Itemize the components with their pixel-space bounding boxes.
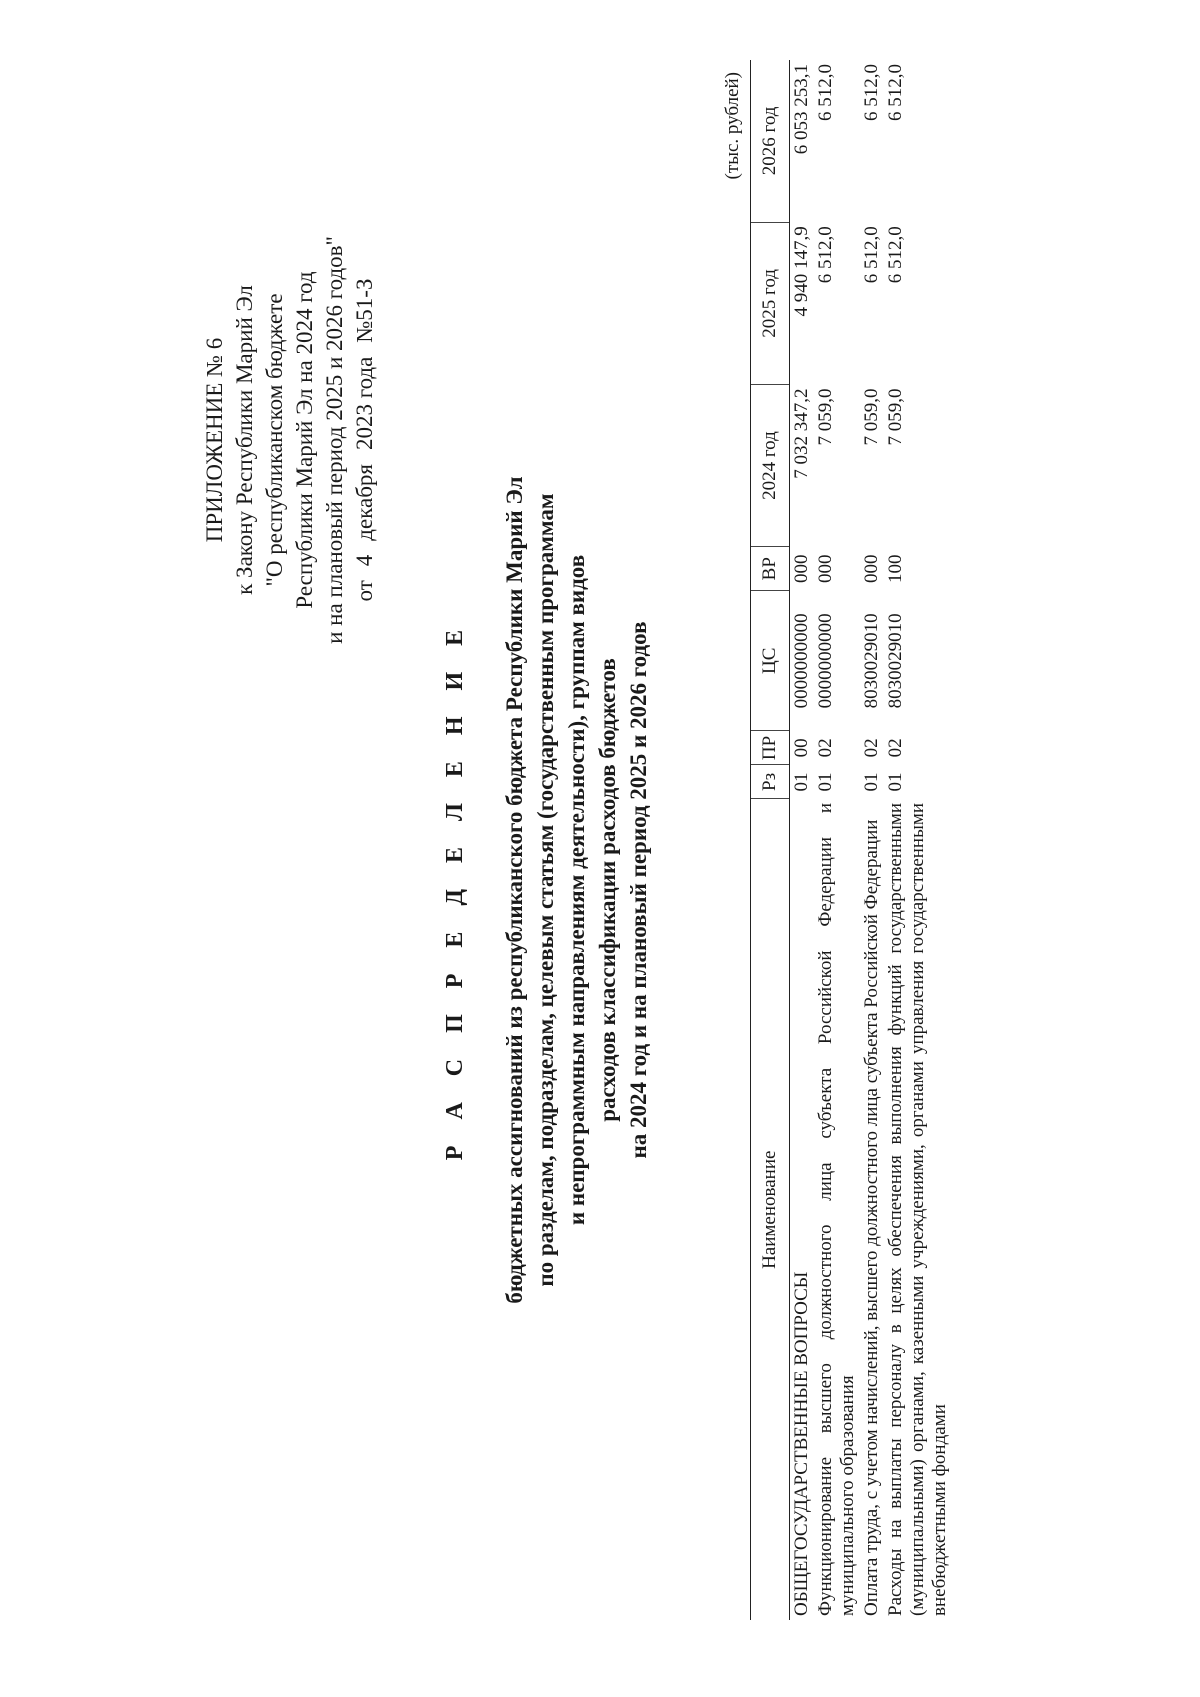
document-subtitle: [499, 390, 654, 1390]
table-row: [814, 60, 860, 1620]
header-pr: ПР: [751, 731, 790, 765]
subtitle-line-2: по разделам, подразделам, целевым статьям (государственным программам: [533, 493, 558, 1287]
row-2026: 6 512,0: [885, 64, 906, 121]
row-2025: 6 512,0: [861, 226, 882, 284]
row-2024: 7 032 347,2: [791, 388, 812, 479]
row-rz: 01: [885, 772, 906, 792]
header-rz: Рз: [751, 765, 790, 799]
header-name: Наименование: [751, 799, 790, 1620]
document-title: Р А С П Р Е Д Е Л Е Н И Е: [442, 619, 468, 1161]
annex-law-title-2: Республики Марий Эл на 2024 год: [292, 271, 317, 609]
row-cs: 8030029010: [861, 613, 882, 709]
row-2026: 6 053 253,1: [791, 64, 812, 155]
header-2024: 2024 год: [751, 384, 790, 546]
header-cs: ЦС: [751, 591, 790, 731]
row-pr: 02: [861, 738, 882, 758]
annex-law-ref: к Закону Республики Марий Эл: [232, 285, 257, 595]
row-pr: 02: [815, 738, 836, 758]
row-2025: 4 940 147,9: [791, 226, 812, 317]
row-pr: 02: [885, 738, 906, 758]
row-vr: 000: [861, 554, 882, 583]
annex-number: ПРИЛОЖЕНИЕ № 6: [202, 337, 227, 543]
row-2024: 7 059,0: [815, 388, 836, 446]
rotated-document: [50, 60, 1150, 1620]
subtitle-line-5: на 2024 год и на плановый период 2025 и 2026 годов: [626, 621, 651, 1159]
title-block: [440, 390, 654, 1390]
row-cs: 0000000000: [815, 613, 836, 709]
row-vr: 000: [791, 554, 812, 583]
subtitle-line-4: расходов классификации расходов бюджетов: [595, 658, 620, 1122]
annex-header: [200, 130, 380, 750]
table-row: [860, 60, 884, 1620]
row-rz: 01: [861, 772, 882, 792]
row-2025: 6 512,0: [815, 226, 836, 284]
row-2026: 6 512,0: [815, 64, 836, 121]
row-rz: 01: [791, 772, 812, 792]
row-name: Расходы на выплаты персоналу в целях обеспечения выполнения функций государственными (муниципальными) органами, казенными учреждениями, органами управления государственными внебюджетными фондами: [885, 802, 950, 1616]
header-2026: 2026 год: [751, 60, 790, 222]
annex-date-line: [350, 130, 380, 750]
row-2024: 7 059,0: [885, 388, 906, 446]
date-year: 2023 года: [352, 356, 377, 451]
units-label: (тыс. рублей): [722, 72, 743, 180]
row-name: Функционирование высшего должностного лица субъекта Российской Федерации и муниципального образования: [815, 802, 858, 1616]
row-name: ОБЩЕГОСУДАРСТВЕННЫЕ ВОПРОСЫ: [791, 1271, 812, 1616]
subtitle-line-3: и непрограммным направлениям деятельности), группам видов: [564, 554, 589, 1226]
budget-table: [750, 60, 952, 1620]
row-name: Оплата труда, с учетом начислений, высшего должностного лица субъекта Российской Федерации: [861, 819, 882, 1616]
row-2026: 6 512,0: [861, 64, 882, 121]
row-2024: 7 059,0: [861, 388, 882, 446]
row-cs: 8030029010: [885, 613, 906, 709]
table-row: [884, 60, 952, 1620]
table-row: [790, 60, 815, 1620]
row-vr: 100: [885, 554, 906, 583]
annex-law-title-3: и на плановый период 2025 и 2026 годов": [322, 236, 347, 644]
row-rz: 01: [815, 772, 836, 792]
law-number: №51-З: [352, 278, 377, 343]
subtitle-line-1: бюджетных ассигнований из республиканского бюджета Республики Марий Эл: [502, 476, 527, 1304]
row-2025: 6 512,0: [885, 226, 906, 284]
date-month: декабря: [352, 464, 377, 541]
table-header-row: [751, 60, 790, 1620]
annex-law-title-1: "О республиканском бюджете: [262, 293, 287, 587]
header-vr: ВР: [751, 547, 790, 591]
row-vr: 000: [815, 554, 836, 583]
date-prefix: от: [352, 580, 377, 602]
row-cs: 0000000000: [791, 613, 812, 709]
header-2025: 2025 год: [751, 222, 790, 384]
date-day: 4: [352, 554, 377, 567]
row-pr: 00: [791, 738, 812, 758]
